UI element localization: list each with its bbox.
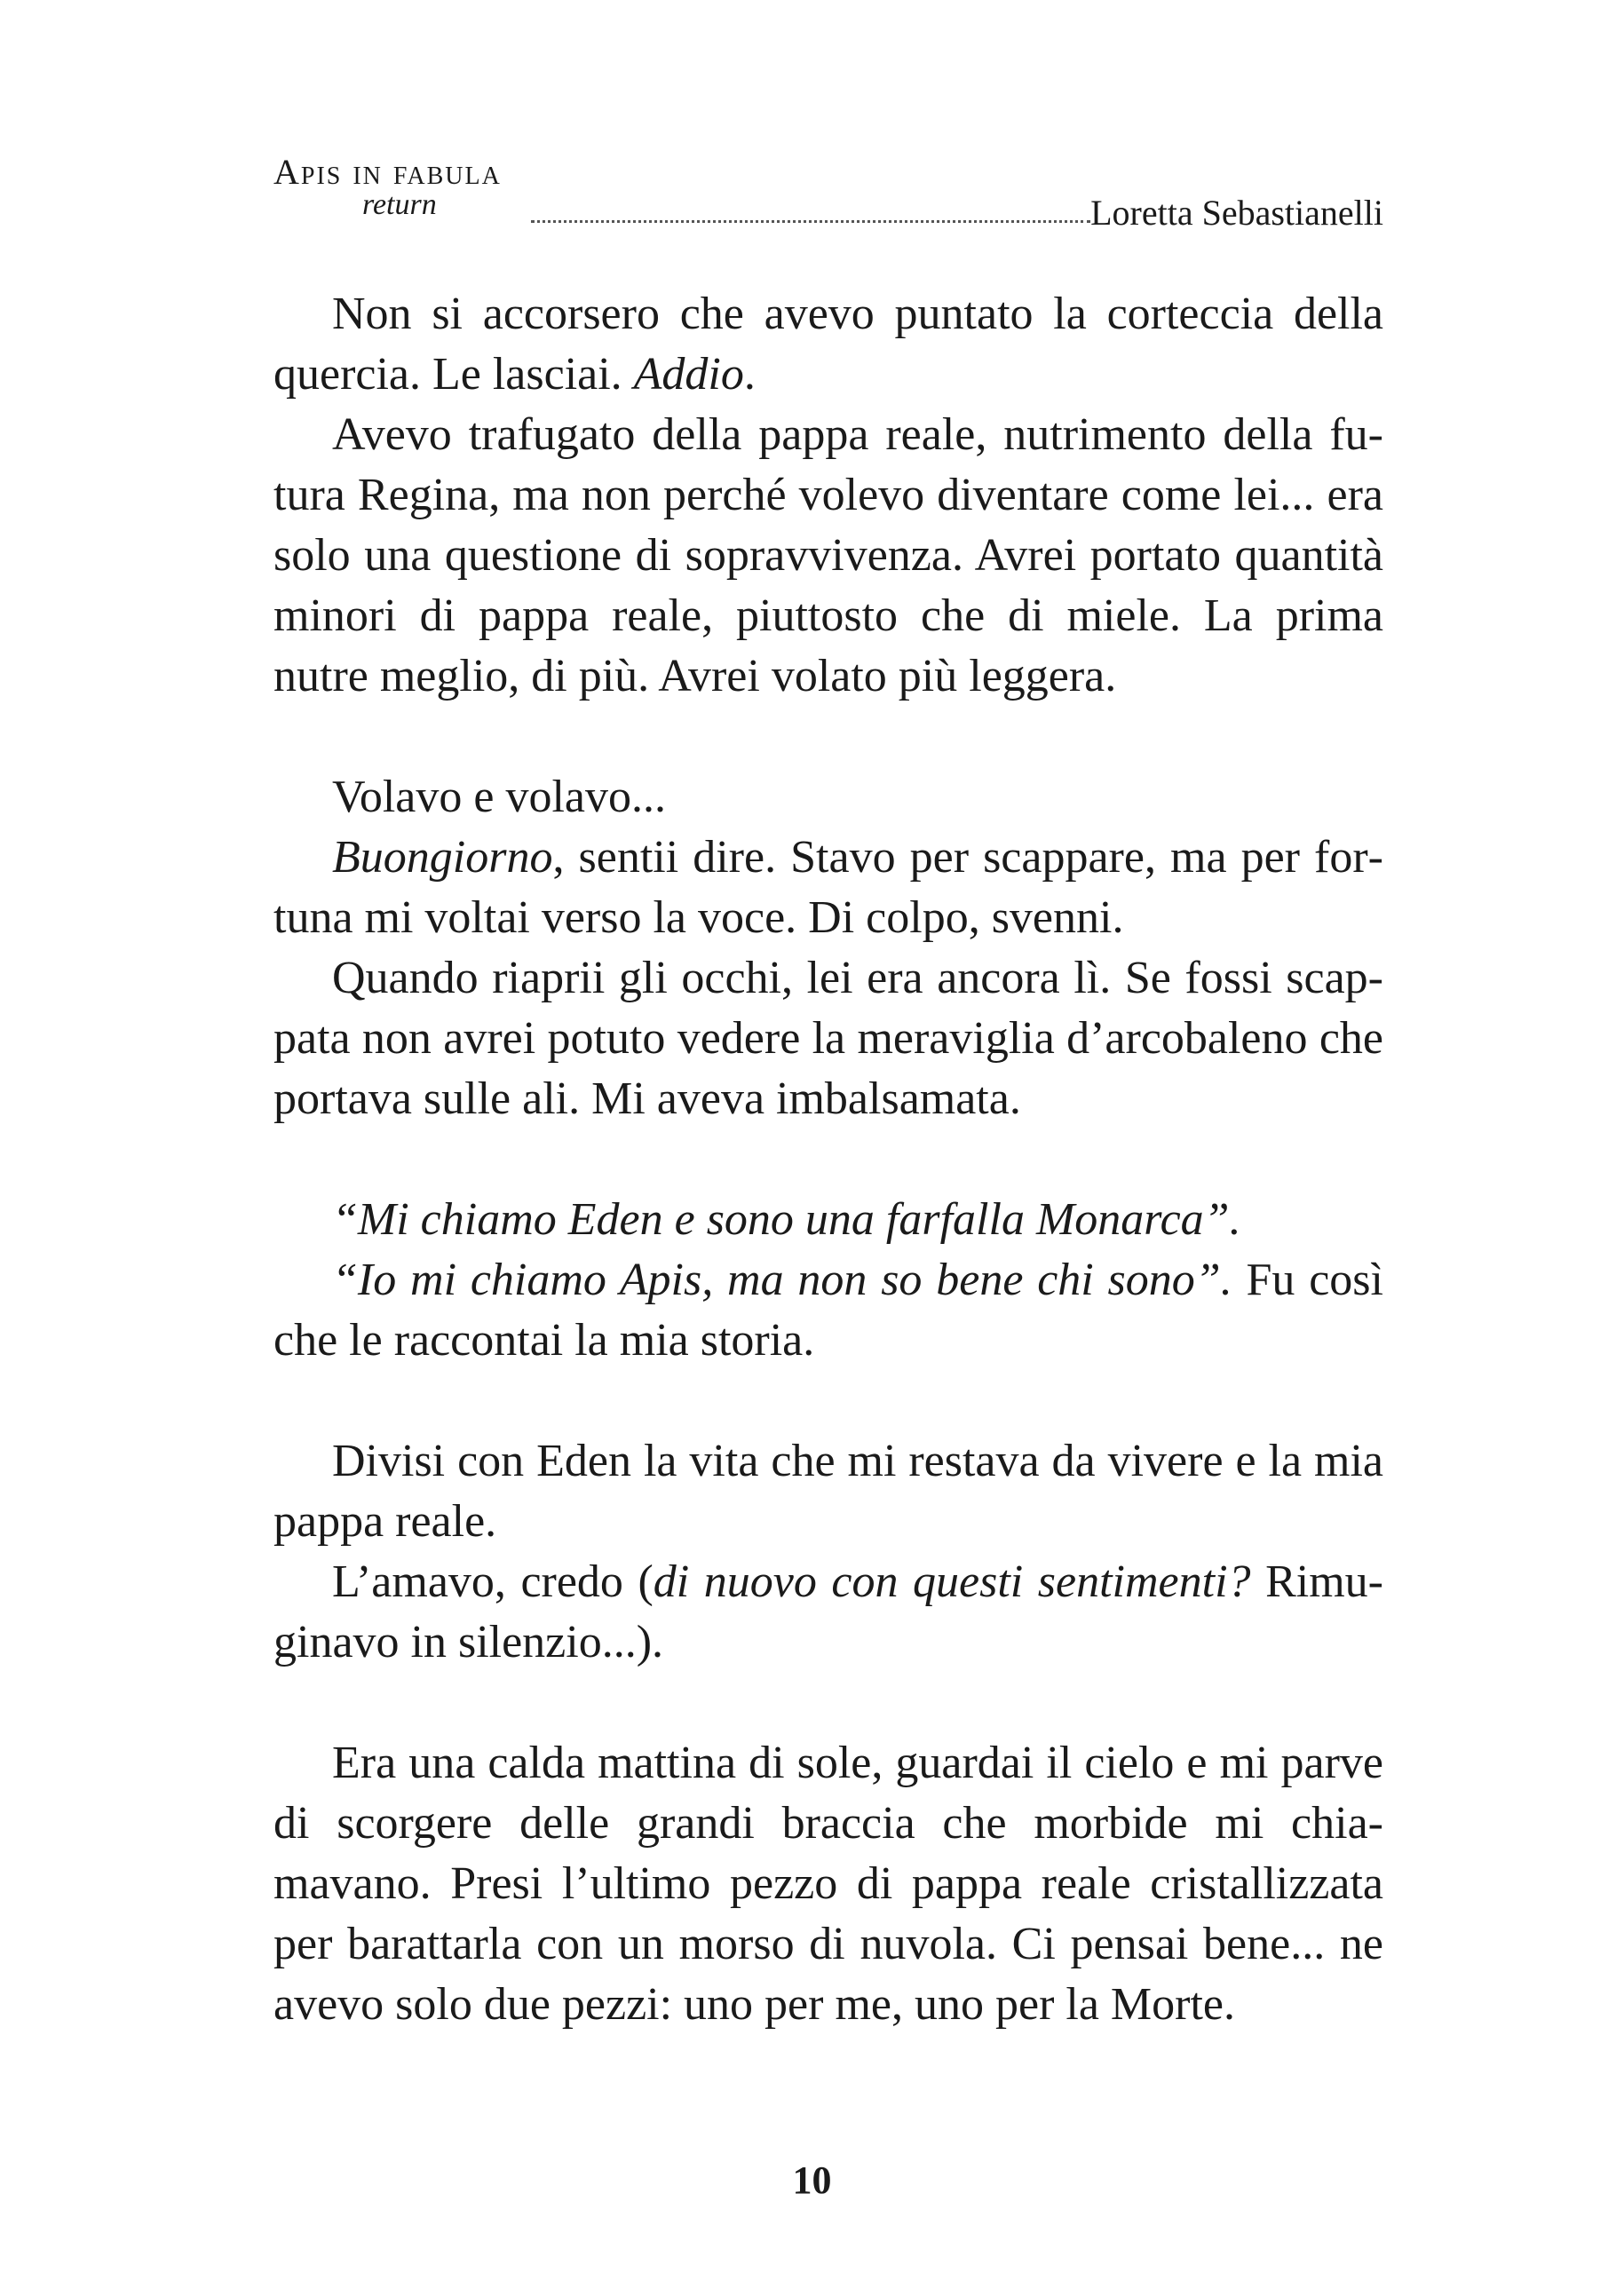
text-run: Fu così che le raccontai la mia storia. <box>273 1255 1383 1366</box>
paragraph-gap <box>273 1673 1383 1733</box>
paragraph <box>273 1190 1383 1250</box>
text-run: Era una calda mattina di sole, guardai il cielo e mi parve di scorgere delle grandi braccia che morbide mi chiamavano. Presi l’ultimo pezzo di pappa reale cristallizzata per barattarla con un morso di nuvola. Ci pensai bene... ne avevo solo due pezzi: uno per me, uno per la Morte. <box>273 1738 1383 2030</box>
author-name: Loretta Sebastianelli <box>1090 193 1383 233</box>
paragraph <box>273 948 1383 1129</box>
italic-text: “Mi chiamo Eden e sono una farfalla Monarca”. <box>332 1194 1241 1245</box>
page-number: 10 <box>792 2158 832 2202</box>
paragraph <box>273 1733 1383 2035</box>
text-run: . <box>743 349 756 400</box>
running-header <box>273 151 1383 231</box>
paragraph <box>273 284 1383 405</box>
paragraph <box>273 767 1383 828</box>
text-run: Divisi con Eden la vita che mi restava da vivere e la mia pappa reale. <box>273 1436 1383 1547</box>
book-subtitle: return <box>362 188 437 221</box>
italic-text: di nuovo con questi sentimenti? <box>653 1556 1251 1607</box>
text-run: Avevo trafugato della pappa reale, nutrimento della futura Regina, ma non perché volevo diventare come lei... era solo una questione di sopravvivenza. Avrei portato quantità minori di pappa reale, piuttosto che di miele. La prima nutre meglio, di più. Avrei volato più leggera. <box>273 409 1383 701</box>
dotted-leader <box>531 220 1090 223</box>
italic-text: Addio <box>633 349 744 400</box>
text-run: Quando riaprii gli occhi, lei era ancora lì. Se fossi scappata non avrei potuto vedere la meraviglia d’arcobaleno che portava sulle ali. Mi aveva imbalsamata. <box>273 953 1383 1124</box>
paragraph <box>273 1431 1383 1552</box>
text-run: Non si accorsero che avevo puntato la corteccia della quercia. Le lasciai. <box>273 289 1383 400</box>
paragraph-gap <box>273 1371 1383 1431</box>
text-run: L’amavo, credo ( <box>332 1556 654 1607</box>
paragraph <box>273 1250 1383 1371</box>
paragraph-gap <box>273 1129 1383 1190</box>
paragraph <box>273 1552 1383 1673</box>
italic-text: Buongiorno <box>332 832 553 883</box>
book-title: Apis in fabula <box>273 152 502 192</box>
text-run: Volavo e volavo... <box>332 772 666 822</box>
text-run: , sentii dire. Stavo per scappare, ma per fortuna mi voltai verso la voce. Di colpo, svenni. <box>273 832 1383 943</box>
page-body <box>273 284 1383 2035</box>
italic-text: “Io mi chiamo Apis, ma non so bene chi sono”. <box>332 1255 1232 1305</box>
paragraph-gap <box>273 707 1383 767</box>
text-run: Rimuginavo in silenzio...). <box>273 1556 1383 1667</box>
paragraph <box>273 405 1383 707</box>
paragraph <box>273 828 1383 948</box>
